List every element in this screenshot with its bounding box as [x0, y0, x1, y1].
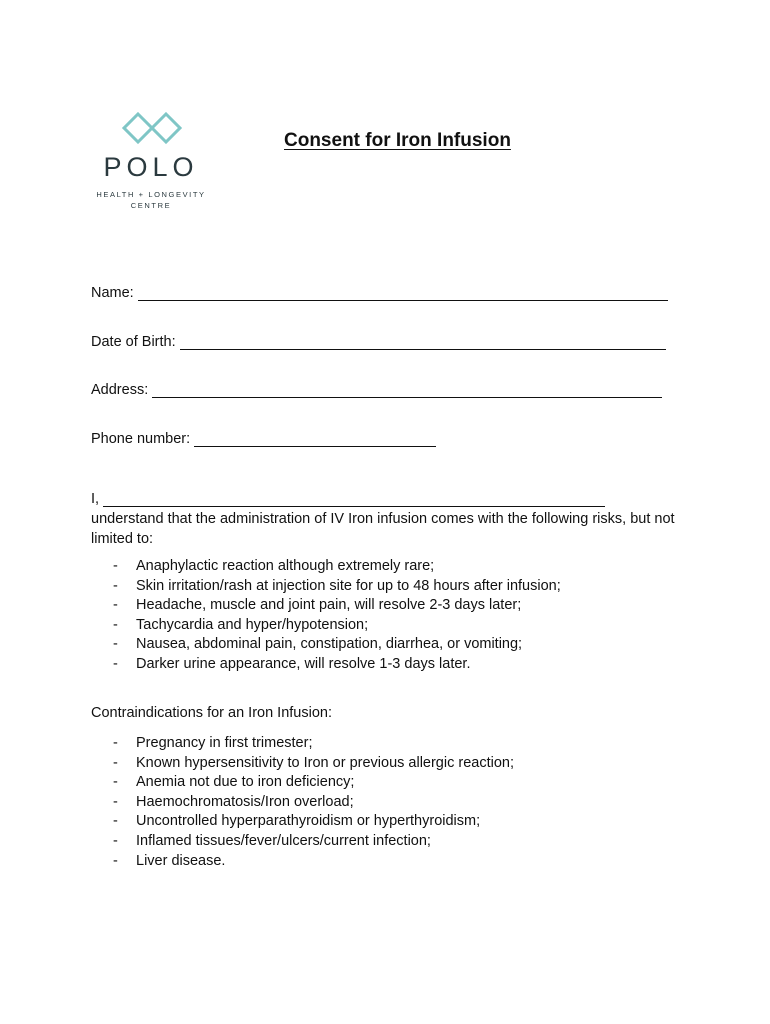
logo-subtitle-line1: HEALTH + LONGEVITY — [96, 190, 206, 199]
list-item-text: Known hypersensitivity to Iron or previous allergic reaction; — [136, 754, 514, 771]
list-item-text: Headache, muscle and joint pain, will resolve 2-3 days later; — [136, 597, 522, 614]
list-item-text: Anaphylactic reaction although extremely rare; — [136, 558, 435, 574]
address-field[interactable] — [91, 382, 662, 398]
bullet-dash: - — [113, 636, 118, 653]
contraindications-list — [91, 734, 514, 871]
risk-statement: understand that the administration of IV Iron infusion comes with the following risks, but not limited to: — [91, 511, 675, 547]
name-input-line[interactable] — [138, 285, 668, 301]
list-item — [91, 577, 561, 597]
list-item — [91, 557, 561, 577]
bullet-dash: - — [113, 793, 118, 810]
logo-diamonds-icon — [122, 112, 182, 146]
name-label: Name: — [91, 285, 134, 301]
contraindications-heading: Contraindications for an Iron Infusion: — [91, 705, 332, 721]
bullet-dash: - — [113, 852, 118, 869]
list-item-text: Darker urine appearance, will resolve 1-3 days later. — [136, 655, 471, 672]
bullet-dash: - — [113, 774, 118, 791]
list-item-text: Pregnancy in first trimester; — [136, 735, 313, 751]
list-item — [91, 635, 561, 655]
bullet-dash: - — [113, 832, 118, 849]
bullet-dash: - — [113, 616, 118, 633]
list-item — [91, 734, 514, 754]
name-field[interactable] — [91, 285, 668, 301]
list-item — [91, 773, 514, 793]
bullet-dash: - — [113, 655, 118, 672]
list-item-text: Nausea, abdominal pain, constipation, diarrhea, or vomiting; — [136, 636, 523, 653]
bullet-dash: - — [113, 754, 118, 771]
declarant-prefix: I, — [91, 491, 100, 507]
document-title: Consent for Iron Infusion — [284, 130, 511, 151]
logo-subtitle-line2: CENTRE — [130, 201, 172, 210]
list-item — [91, 793, 514, 813]
declarant-name-field[interactable] — [91, 491, 605, 507]
declarant-input-line[interactable] — [103, 491, 605, 507]
bullet-dash: - — [113, 813, 118, 830]
bullet-dash: - — [113, 558, 118, 574]
risks-list — [91, 557, 561, 675]
phone-label: Phone number: — [91, 431, 191, 447]
phone-field[interactable] — [91, 431, 436, 447]
bullet-dash: - — [113, 735, 118, 751]
dob-input-line[interactable] — [180, 334, 666, 350]
list-item — [91, 596, 561, 616]
list-item-text: Tachycardia and hyper/hypotension; — [136, 616, 369, 633]
address-label: Address: — [91, 382, 149, 398]
dob-field[interactable] — [91, 334, 666, 350]
list-item-text: Haemochromatosis/Iron overload; — [136, 793, 354, 810]
clinic-logo — [88, 108, 218, 218]
list-item — [91, 812, 514, 832]
list-item — [91, 754, 514, 774]
bullet-dash: - — [113, 577, 118, 594]
list-item-text: Skin irritation/rash at injection site for up to 48 hours after infusion; — [136, 577, 561, 594]
list-item — [91, 655, 561, 675]
dob-label: Date of Birth: — [91, 334, 176, 350]
list-item — [91, 852, 514, 872]
list-item-text: Liver disease. — [136, 852, 226, 869]
phone-input-line[interactable] — [194, 431, 436, 447]
list-item — [91, 832, 514, 852]
logo-name: POLO — [103, 152, 199, 182]
list-item-text: Anemia not due to iron deficiency; — [136, 774, 355, 791]
address-input-line[interactable] — [152, 382, 662, 398]
bullet-dash: - — [113, 597, 118, 614]
list-item-text: Inflamed tissues/fever/ulcers/current infection; — [136, 832, 431, 849]
list-item — [91, 616, 561, 636]
list-item-text: Uncontrolled hyperparathyroidism or hyperthyroidism; — [136, 813, 481, 830]
